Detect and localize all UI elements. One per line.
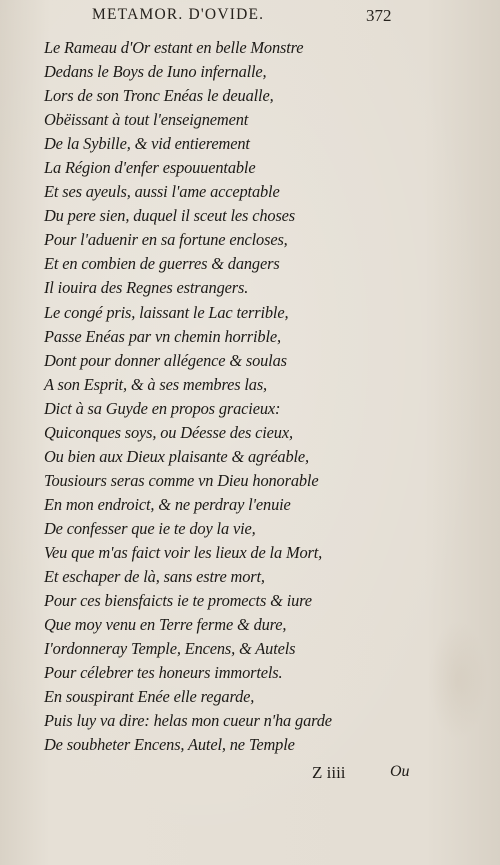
verse-line: De confesser que ie te doy la vie, xyxy=(44,519,256,538)
verse-line: Pour l'aduenir en sa fortune encloses, xyxy=(44,230,288,249)
verse-line: A son Esprit, & à ses membres las, xyxy=(44,375,268,394)
page-number: 372 xyxy=(366,6,392,25)
verse-line: Dont pour donner allégence & soulas xyxy=(44,351,287,370)
verse-line: Tousiours seras comme vn Dieu honorable xyxy=(44,471,319,490)
verse-line: Pour célebrer tes honeurs immortels. xyxy=(44,663,283,682)
verse-line: Que moy venu en Terre ferme & dure, xyxy=(44,615,287,634)
verse-line: De soubheter Encens, Autel, ne Temple xyxy=(44,735,295,754)
verse-line: Lors de son Tronc Enéas le deualle, xyxy=(44,86,274,105)
verse-line: En mon endroict, & ne perdray l'enuie xyxy=(44,495,291,514)
verse-line: Il iouira des Regnes estrangers. xyxy=(44,278,249,297)
signature-mark: Z iiii xyxy=(312,763,346,782)
running-title: METAMOR. D'OVIDE. xyxy=(92,6,265,23)
paper-stain xyxy=(428,620,488,740)
verse-line: Dict à sa Guyde en propos gracieux: xyxy=(44,399,281,418)
verse-line: De la Sybille, & vid entierement xyxy=(44,134,250,153)
verse-line: Le congé pris, laissant le Lac terrible, xyxy=(44,303,289,322)
verse-line: Pour ces biensfaicts ie te promects & iure xyxy=(44,591,312,610)
verse-line: Du pere sien, duquel il sceut les choses xyxy=(44,206,296,225)
catchword: Ou xyxy=(390,763,410,780)
verse-line: Et eschaper de là, sans estre mort, xyxy=(44,567,265,586)
verse-line: Obëissant à tout l'enseignement xyxy=(44,110,249,129)
verse-line: Dedans le Boys de Iuno infernalle, xyxy=(44,62,267,81)
verse-line: Et ses ayeuls, aussi l'ame acceptable xyxy=(44,182,280,201)
verse-line: Le Rameau d'Or estant en belle Monstre xyxy=(44,38,304,57)
verse-line: Veu que m'as faict voir les lieux de la Mort, xyxy=(44,543,323,562)
verse-line: Quiconques soys, ou Déesse des cieux, xyxy=(44,423,293,442)
verse-line: I'ordonneray Temple, Encens, & Autels xyxy=(44,639,296,658)
verse-line: Ou bien aux Dieux plaisante & agréable, xyxy=(44,447,309,466)
verse-line: En souspirant Enée elle regarde, xyxy=(44,687,255,706)
verse-line: Et en combien de guerres & dangers xyxy=(44,254,280,273)
verse-line: Passe Enéas par vn chemin horrible, xyxy=(44,327,281,346)
verse-line: La Région d'enfer espouuentable xyxy=(44,158,256,177)
verse-line: Puis luy va dire: helas mon cueur n'ha garde xyxy=(44,711,332,730)
